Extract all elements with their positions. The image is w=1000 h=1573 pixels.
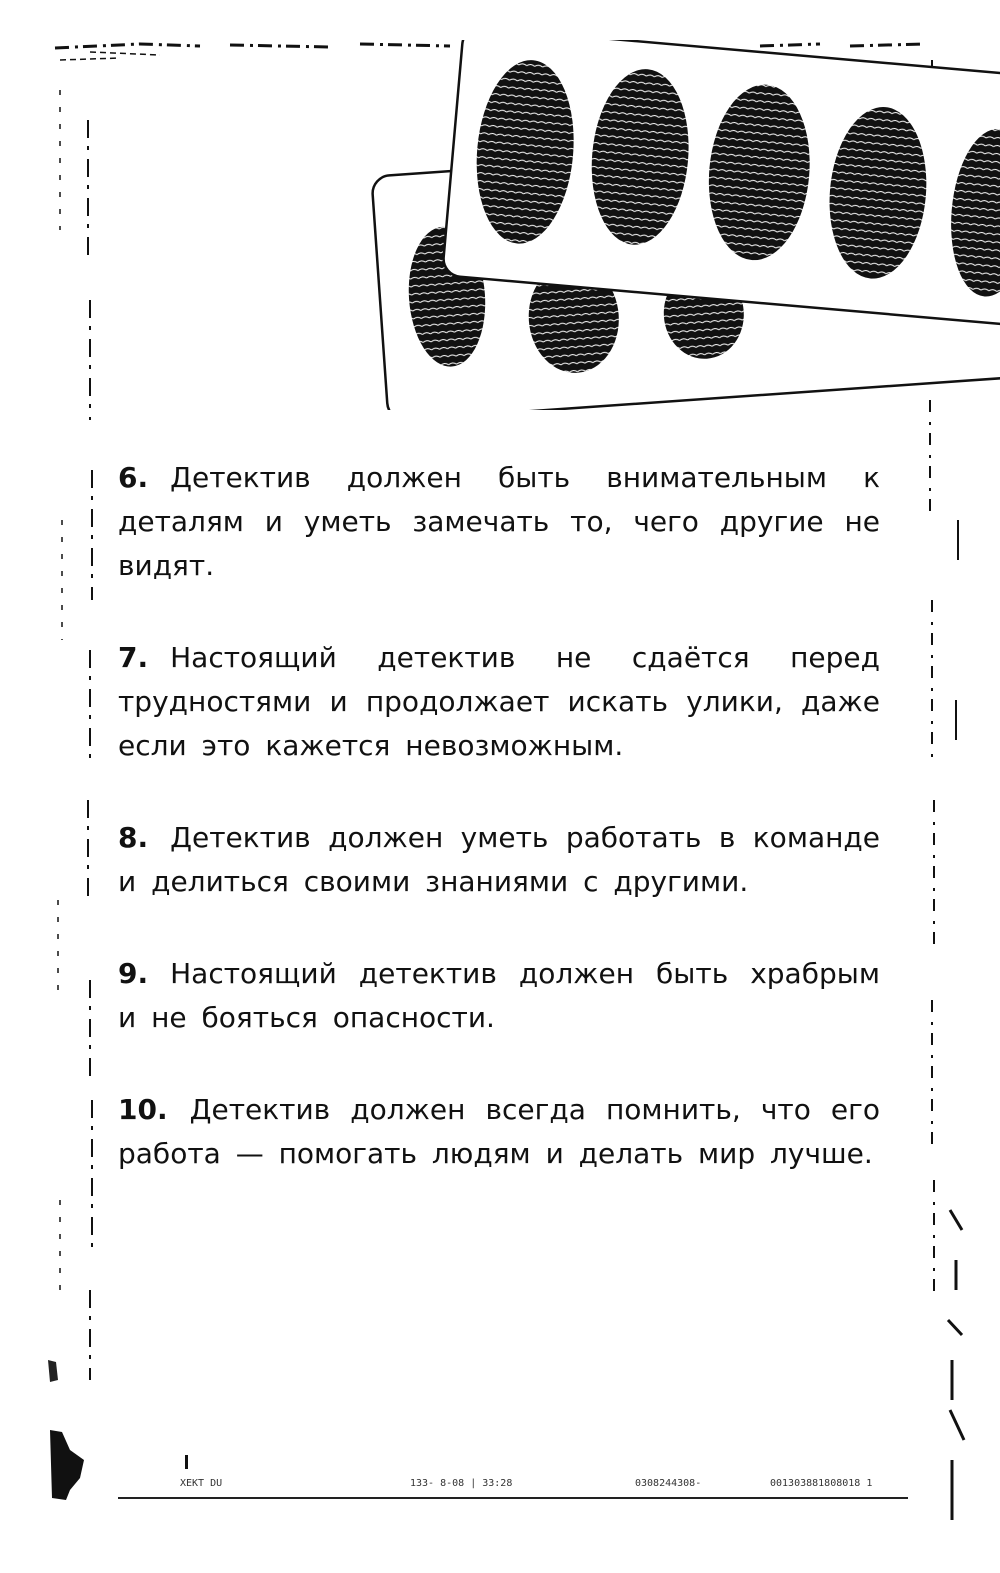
rule-number: 9. (118, 957, 149, 990)
rule-number: 7. (118, 641, 149, 674)
rule-number: 10. (118, 1093, 168, 1126)
rule-text: Настоящий детектив не сдаётся перед трудностями и продолжает искать улики, даже если это кажется невозможным. (118, 641, 880, 762)
rule-10 (118, 1088, 880, 1176)
footer-scan-codes (130, 1478, 910, 1494)
detective-rules-list (118, 456, 880, 1224)
rule-9 (118, 952, 880, 1040)
rule-number: 8. (118, 821, 149, 854)
footer-code: 001303881808018 1 (770, 1478, 873, 1489)
fingerprint-cards-illustration (370, 40, 1000, 410)
rule-number: 6. (118, 461, 149, 494)
footer-code: 133- 8-08 | 33:28 (410, 1478, 513, 1489)
rule-6 (118, 456, 880, 588)
rule-7 (118, 636, 880, 768)
rule-text: Детектив должен всегда помнить, что его работа — помогать людям и делать мир лучше. (118, 1093, 880, 1170)
footer-rule-line (118, 1497, 908, 1499)
rule-text: Детектив должен уметь работать в команде и делиться своими знаниями с другими. (118, 821, 880, 898)
footer-code: XEKT DU (180, 1478, 223, 1489)
rule-text: Настоящий детектив должен быть храбрым и не бояться опасности. (118, 957, 880, 1034)
rule-text: Детектив должен быть внимательным к деталям и уметь замечать то, чего другие не видят. (118, 461, 880, 582)
footer-code: 0308244308- (635, 1478, 702, 1489)
rule-8 (118, 816, 880, 904)
